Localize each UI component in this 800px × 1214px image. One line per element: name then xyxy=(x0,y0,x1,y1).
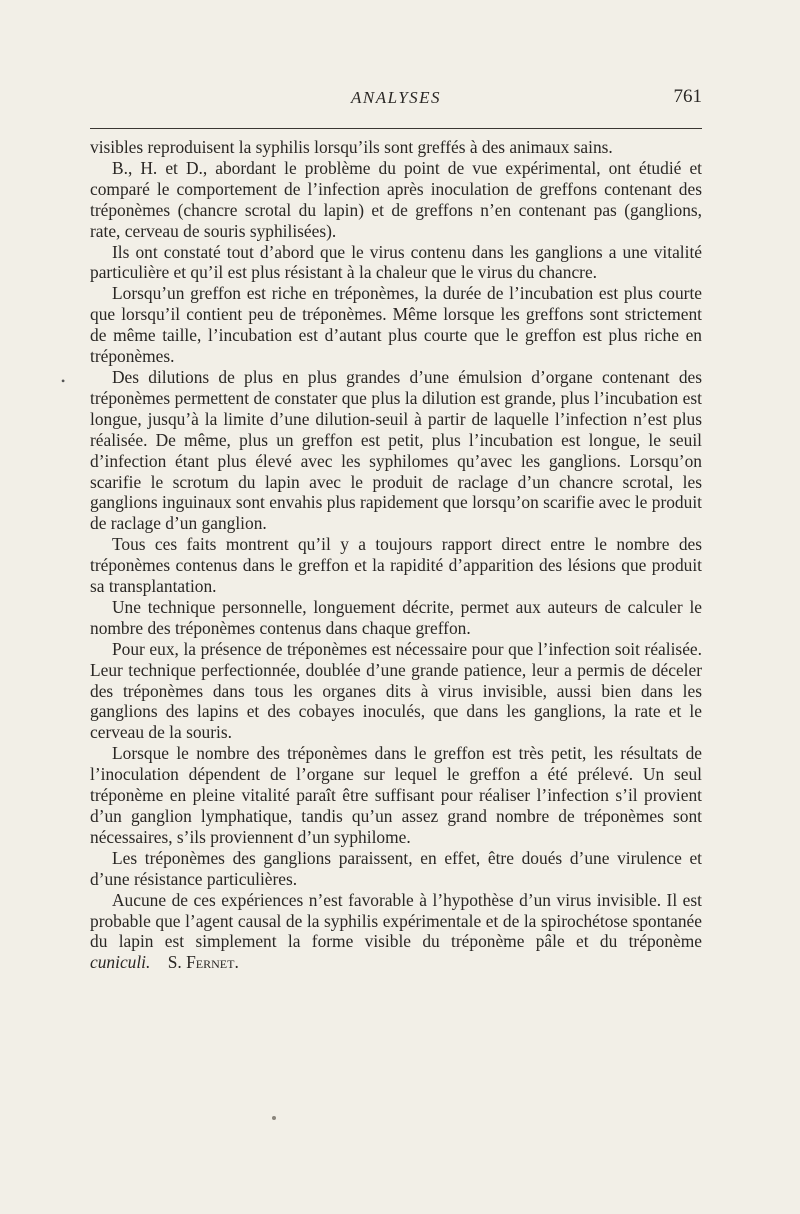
italic-term: cuniculi. xyxy=(90,952,151,973)
paragraph-11 xyxy=(90,890,702,974)
paragraph-5: Des dilutions de plus en plus grandes d’une émulsion d’organe contenant des tréponèmes permettent de constater que plus la dilution est grande, plus l’incubation est longue, jusqu’à la limite d’une dilution-seuil à partir de laquelle l’infection n’est plus réalisée. De même, plus un greffon est petit, plus l’incubation est longue, le seuil d’infection étant plus élevé avec les syphilomes qu’avec les ganglions. Lorsqu’on scarifie le scrotum du lapin avec le produit de raclage d’un chancre scrotal, les ganglions inguinaux sont envahis plus rapidement que lorsqu’on scarifie avec le produit de raclage d’un ganglion. xyxy=(90,366,702,534)
paragraph-9: Lorsque le nombre des tréponèmes dans le greffon est très petit, les résultats de l’inoculation dépendent de l’organe sur lequel le greffon a été prélevé. Un seul tréponème en pleine vitalité paraît être suffisant pour réaliser l’infection s’il provient d’un ganglion lymphatique, tandis qu’un assez grand nombre de tréponèmes sont nécessaires, s’ils proviennent d’un syphilome. xyxy=(90,743,702,847)
paragraph-2: B., H. et D., abordant le problème du point de vue expérimental, ont étudié et comparé le comportement de l’infection après inoculation de greffons contenant des tréponèmes (chancre scrotal du lapin) et de greffons n’en contenant pas (ganglions, rate, cerveau de souris syphilisées). xyxy=(90,157,702,241)
page-number: 761 xyxy=(673,86,702,107)
paragraph-4: Lorsqu’un greffon est riche en tréponèmes, la durée de l’incubation est plus courte que lorsqu’il contient peu de tréponèmes. Même lorsque les greffons sont strictement de même taille, l’incubation est d’autant plus courte que le greffon est plus riche en tréponèmes. xyxy=(90,283,702,367)
paragraph-7: Une technique personnelle, longuement décrite, permet aux auteurs de calculer le nombre des tréponèmes contenus dans chaque greffon. xyxy=(90,596,702,638)
page-header xyxy=(90,84,702,114)
paragraph-10: Les tréponèmes des ganglions paraissent, en effet, être doués d’une virulence et d’une résistance particulières. xyxy=(90,847,702,889)
page-speck xyxy=(272,1116,276,1120)
running-title: ANALYSES xyxy=(350,88,442,107)
header-rule xyxy=(90,128,702,129)
paragraph-1: visibles reproduisent la syphilis lorsqu’ils sont greffés à des animaux sains. xyxy=(90,137,613,157)
paragraph-11-text: Aucune de ces expériences n’est favorable à l’hypothèse d’un virus invisible. Il est probable que l’agent causal de la syphilis expérimentale et de la spirochétose spontanée du lapin est simplement la forme visible du tréponème pâle et du tréponème xyxy=(90,889,702,952)
paragraph-6: Tous ces faits montrent qu’il y a toujours rapport direct entre le nombre des tréponèmes contenus dans le greffon et la rapidité d’apparition des lésions que produit sa transplantation. xyxy=(90,534,702,597)
article-body xyxy=(90,137,702,973)
paragraph-8: Pour eux, la présence de tréponèmes est nécessaire pour que l’infection soit réalisée. Leur technique perfectionnée, doublée d’une grande patience, leur a permis de déceler des tréponèmes dans tous les organes dits à virus invisible, aussi bien dans les ganglions des lapins et des cobayes inoculés, que dans les ganglions, la rate et le cerveau de la souris. xyxy=(90,638,702,743)
margin-mark-icon: • xyxy=(61,374,66,388)
author-signature: S. Fernet. xyxy=(167,952,239,973)
paragraph-3: Ils ont constaté tout d’abord que le virus contenu dans les ganglions a une vitalité particulière et qu’il est plus résistant à la chaleur que le virus du chancre. xyxy=(90,241,702,283)
